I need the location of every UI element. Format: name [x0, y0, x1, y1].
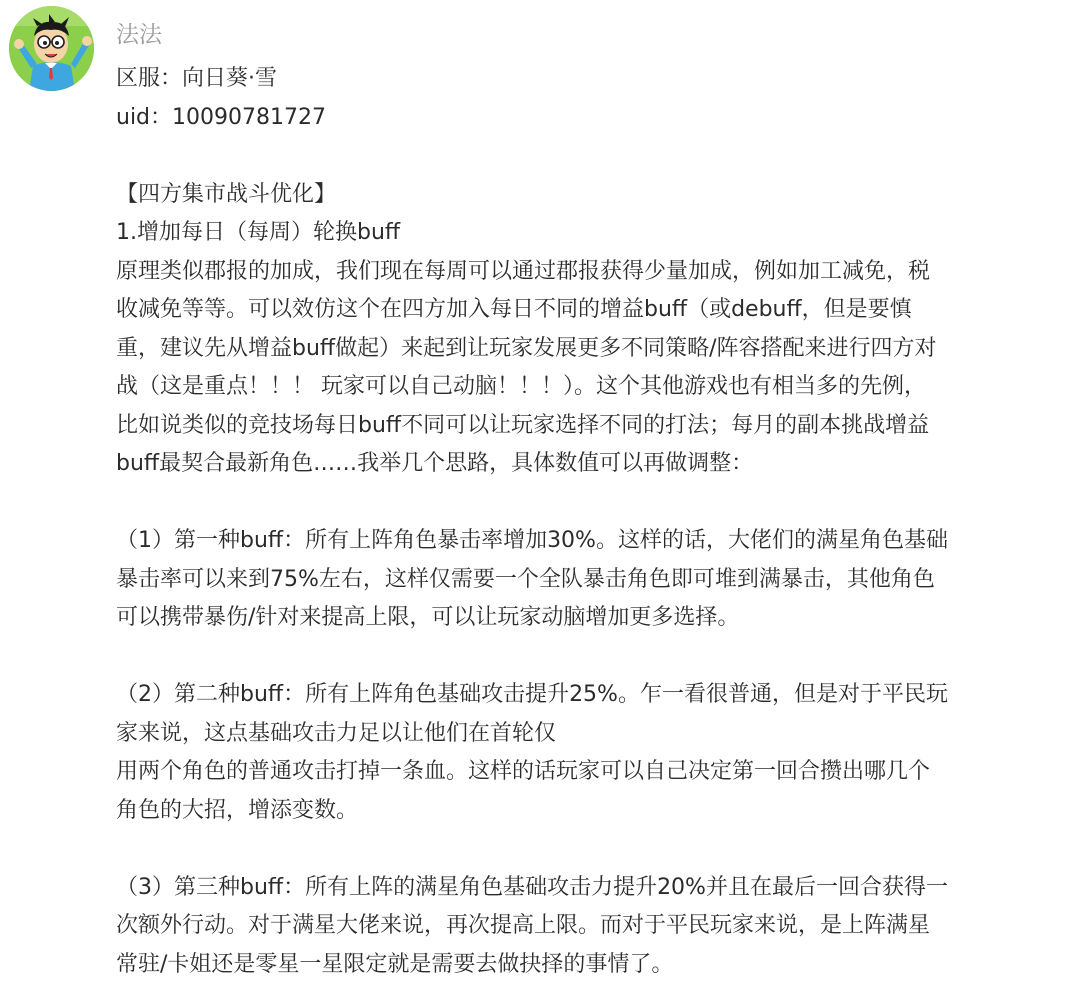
blank-line: [116, 638, 1066, 677]
uid-line: uid：10090781727: [116, 99, 1066, 138]
author-avatar[interactable]: [9, 6, 94, 91]
buff-1-line: 可以携带暴伤/针对来提高上限，可以让玩家动脑增加更多选择。: [116, 599, 1066, 638]
author-name[interactable]: 法法: [116, 18, 162, 52]
buff-2-line: 用两个角色的普通攻击打掉一条血。这样的话玩家可以自己决定第一回合攒出哪几个: [116, 753, 1066, 792]
paragraph-line: 重，建议先从增益buff做起）来起到让玩家发展更多不同策略/阵容搭配来进行四方对: [116, 330, 1066, 369]
paragraph-line: 原理类似郡报的加成，我们现在每周可以通过郡报获得少量加成，例如加工减免，税: [116, 253, 1066, 292]
blank-line: [116, 484, 1066, 523]
buff-1-line: 暴击率可以来到75%左右，这样仅需要一个全队暴击角色即可堆到满暴击，其他角色: [116, 561, 1066, 600]
paragraph-line: 收减免等等。可以效仿这个在四方加入每日不同的增益buff（或debuff，但是要慎: [116, 291, 1066, 330]
point-heading: 1.增加每日（每周）轮换buff: [116, 214, 1066, 253]
paragraph-line: 战（这是重点！！！ 玩家可以自己动脑！！！）。这个其他游戏也有相当多的先例，: [116, 368, 1066, 407]
buff-3-line: 常驻/卡姐还是零星一星限定就是需要去做抉择的事情了。: [116, 946, 1066, 984]
cartoon-boy-avatar-icon: [9, 6, 94, 91]
buff-3-line: （3）第三种buff：所有上阵的满星角色基础攻击力提升20%并且在最后一回合获得一: [116, 869, 1066, 908]
buff-2-line: 家来说，这点基础攻击力足以让他们在首轮仅: [116, 715, 1066, 754]
paragraph-line: buff最契合最新角色……我举几个思路，具体数值可以再做调整：: [116, 445, 1066, 484]
blank-line: [116, 137, 1066, 176]
post-content: [116, 60, 1066, 984]
buff-1-line: （1）第一种buff：所有上阵角色暴击率增加30%。这样的话，大佬们的满星角色基础: [116, 522, 1066, 561]
blank-line: [116, 830, 1066, 869]
buff-3-line: 次额外行动。对于满星大佬来说，再次提高上限。而对于平民玩家来说，是上阵满星: [116, 907, 1066, 946]
paragraph-line: 比如说类似的竞技场每日buff不同可以让玩家选择不同的打法；每月的副本挑战增益: [116, 407, 1066, 446]
section-title: 【四方集市战斗优化】: [116, 176, 1066, 215]
buff-2-line: （2）第二种buff：所有上阵角色基础攻击提升25%。乍一看很普通，但是对于平民玩: [116, 676, 1066, 715]
server-line: 区服：向日葵·雪: [116, 60, 1066, 99]
buff-2-line: 角色的大招，增添变数。: [116, 792, 1066, 831]
